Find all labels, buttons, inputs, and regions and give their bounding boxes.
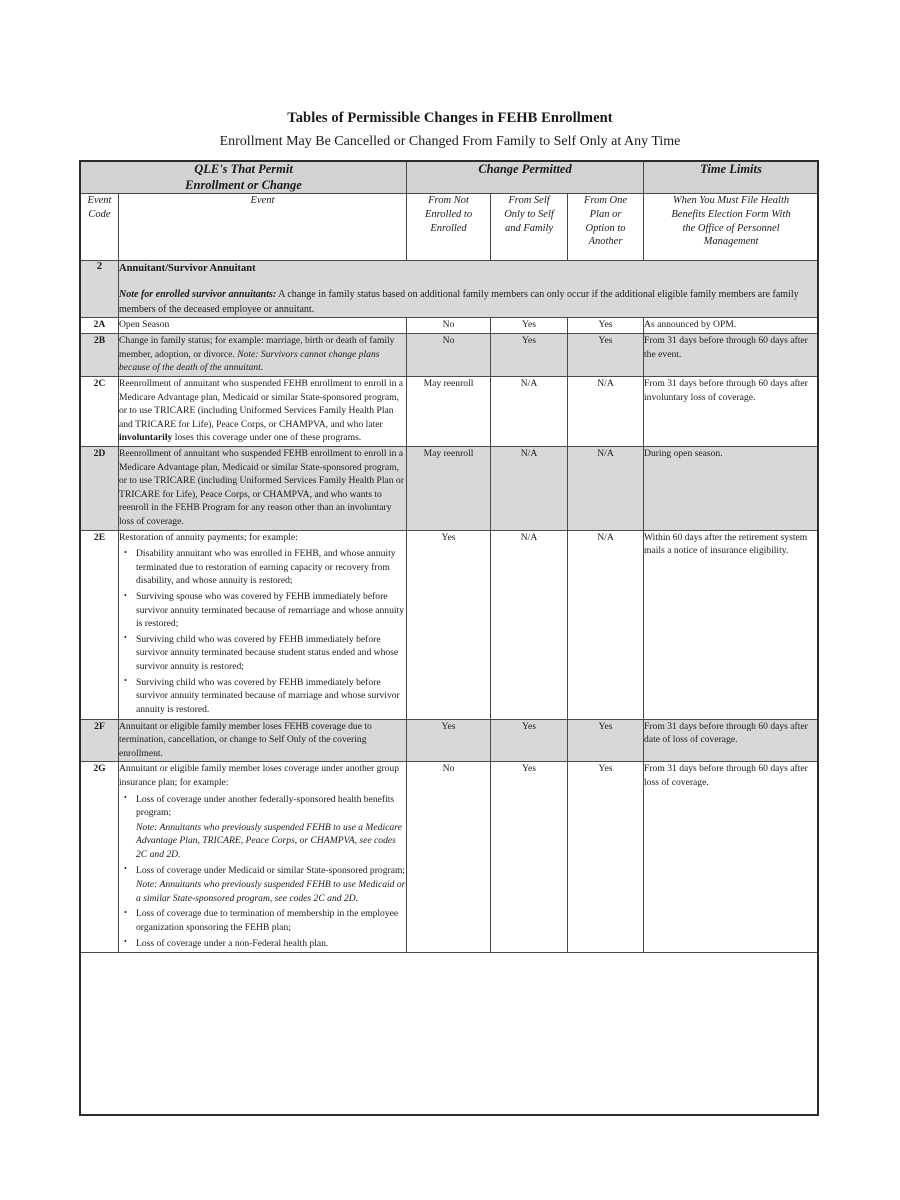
column-header-from-not-enrolled <box>407 194 491 261</box>
table-row <box>81 318 819 334</box>
section-note-text: A change in family status based on additional family members can only occur if the additional eligible family members are family members of the deceased employee or annuitant. <box>119 289 799 316</box>
row-event-lead <box>119 377 406 445</box>
group-header-qle <box>81 162 407 194</box>
row-event-lead-text: Restoration of annuity payments; for example: <box>119 531 298 543</box>
hdr-line: the Office of Personnel <box>682 222 780 234</box>
row-event-lead <box>119 720 406 761</box>
row-event-code: 2G <box>81 762 119 953</box>
page-title: Tables of Permissible Changes in FEHB Enrollment <box>287 110 613 126</box>
row-event-code: 2E <box>81 530 119 719</box>
group-header-change-permitted: Change Permitted <box>407 162 644 194</box>
row-from-self-only: Yes <box>491 762 568 953</box>
row-event-lead <box>119 318 406 332</box>
row-from-one-plan: Yes <box>568 719 644 762</box>
list-item-text: Loss of coverage under a non-Federal health plan. <box>136 937 329 949</box>
column-header-event-code-line2: Code <box>88 208 111 220</box>
row-event-description <box>119 446 407 530</box>
row-event-lead-pre: Reenrollment of annuitant who suspended FEHB enrollment to enroll in a Medicare Advantage plan, Medicaid or similar State-sponsored program, or to use TRICARE (including Uniformed Services Family Health Plan and TRICARE for Life), Peace Corps, or CHAMPVA, and who later <box>119 377 404 430</box>
row-event-lead <box>119 447 406 529</box>
hdr-line: and Family <box>504 222 554 234</box>
list-item-text: Disability annuitant who was enrolled in FEHB, and whose annuity terminated due to restoration of earning capacity or recovery from disability, and whose annuity is restored; <box>136 548 396 587</box>
page-subtitle: Enrollment May Be Cancelled or Changed From Family to Self Only at Any Time <box>219 134 681 149</box>
row-event-description <box>119 318 407 334</box>
row-event-lead-emphasis: involuntarily <box>119 432 173 444</box>
section-body <box>119 261 819 318</box>
row-event-description <box>119 376 407 446</box>
row-event-lead-text: Annuitant or eligible family member loses FEHB coverage due to termination, cancellation, or change to Self Only of the covering enrollment. <box>119 720 372 759</box>
hdr-line: From Self <box>508 195 550 207</box>
table-column-header-row <box>81 194 819 261</box>
column-header-from-one-plan <box>568 194 644 261</box>
section-header-row <box>81 261 819 318</box>
permissible-changes-table <box>80 161 819 953</box>
list-item <box>136 547 406 588</box>
row-from-one-plan: Yes <box>568 334 644 377</box>
table-row <box>81 446 819 530</box>
column-header-time-limits-detail <box>644 194 819 261</box>
row-from-one-plan: Yes <box>568 762 644 953</box>
section-code: 2 <box>81 261 119 318</box>
list-item-note: Note: Annuitants who previously suspended FEHB to use Medicaid or a similar State-sponsored program, see codes 2C and 2D. <box>136 879 406 904</box>
group-header-qle-line1: QLE's That Permit <box>194 162 293 176</box>
column-header-event-code-line1: Event <box>87 195 112 207</box>
hdr-line: Another <box>588 236 623 248</box>
list-item <box>136 937 406 951</box>
row-event-code: 2F <box>81 719 119 762</box>
hdr-line: Management <box>703 236 759 248</box>
list-item <box>136 907 406 934</box>
row-event-lead-text: Change in family status; for example: marriage, birth or death of family member, adoption, or divorce. <box>119 335 395 360</box>
column-header-event: Event <box>119 194 407 261</box>
row-from-self-only: N/A <box>491 376 568 446</box>
list-item <box>136 633 406 674</box>
row-time-limit: During open season. <box>644 446 819 530</box>
column-header-event-code <box>81 194 119 261</box>
row-bullet-list <box>119 547 406 716</box>
list-item-text: Loss of coverage under another federally-sponsored health benefits program; <box>136 793 395 819</box>
group-header-qle-line2: Enrollment or Change <box>185 177 302 192</box>
group-header-time-limits: Time Limits <box>644 162 819 194</box>
row-event-lead-text: Reenrollment of annuitant who suspended FEHB enrollment to enroll in a Medicare Advantage plan, Medicaid or similar State-sponsored program, or to use TRICARE (including Uniformed Services Family Health Plan or TRICARE for Life), Peace Corps, or CHAMPVA, and who wants to reenroll in the FEHB Program for any reason other than an involuntary loss of coverage. <box>119 447 404 527</box>
list-item <box>136 676 406 717</box>
section-note <box>119 287 818 317</box>
section-note-label: Note for enrolled survivor annuitants: <box>119 289 277 301</box>
row-event-lead <box>119 334 406 375</box>
row-time-limit: From 31 days before through 60 days after date of loss of coverage. <box>644 719 819 762</box>
row-from-one-plan: N/A <box>568 446 644 530</box>
row-time-limit: As announced by OPM. <box>644 318 819 334</box>
section-title: Annuitant/Survivor Annuitant <box>119 263 256 275</box>
table-row <box>81 530 819 719</box>
row-from-one-plan: Yes <box>568 318 644 334</box>
hdr-line: Benefits Election Form With <box>671 208 791 220</box>
list-item-text: Surviving child who was covered by FEHB immediately before survivor annuity terminated because of marriage and whose survivor annuity is restored. <box>136 676 400 715</box>
row-from-not-enrolled: No <box>407 318 491 334</box>
hdr-line: From One <box>583 195 628 207</box>
table-body <box>81 261 819 953</box>
row-event-description <box>119 719 407 762</box>
row-from-self-only: N/A <box>491 446 568 530</box>
row-from-one-plan: N/A <box>568 530 644 719</box>
row-from-not-enrolled: No <box>407 334 491 377</box>
row-bullet-list <box>119 793 406 951</box>
list-item-text: Loss of coverage under Medicaid or similar State-sponsored program; <box>136 864 406 876</box>
table-row <box>81 334 819 377</box>
row-event-code: 2A <box>81 318 119 334</box>
list-item-note: Note: Annuitants who previously suspended FEHB to use a Medicare Advantage Plan, TRICARE, Peace Corps, or CHAMPVA, see codes 2C and 2D. <box>136 821 402 861</box>
table-row <box>81 719 819 762</box>
list-item <box>136 590 406 631</box>
row-from-not-enrolled: May reenroll <box>407 446 491 530</box>
row-from-not-enrolled: Yes <box>407 530 491 719</box>
row-from-not-enrolled: Yes <box>407 719 491 762</box>
row-event-lead-post: loses this coverage under one of these programs. <box>172 432 362 444</box>
row-from-self-only: N/A <box>491 530 568 719</box>
row-time-limit: From 31 days before through 60 days after involuntary loss of coverage. <box>644 376 819 446</box>
row-event-description <box>119 762 407 953</box>
row-from-self-only: Yes <box>491 719 568 762</box>
row-time-limit: Within 60 days after the retirement system mails a notice of insurance eligibility. <box>644 530 819 719</box>
list-item <box>136 864 406 906</box>
row-event-description <box>119 530 407 719</box>
row-time-limit: From 31 days before through 60 days after the event. <box>644 334 819 377</box>
hdr-line: Enrolled to <box>424 208 473 220</box>
hdr-line: Enrolled <box>430 222 467 234</box>
row-event-lead <box>119 762 406 789</box>
column-header-from-self-only <box>491 194 568 261</box>
row-event-lead-text: Open Season <box>119 319 170 331</box>
row-from-not-enrolled: May reenroll <box>407 376 491 446</box>
hdr-line: Only to Self <box>504 208 554 220</box>
row-event-lead-note: Note: Survivors cannot change plans because of the death of the annuitant. <box>119 348 380 374</box>
row-from-self-only: Yes <box>491 318 568 334</box>
hdr-line: Plan or <box>589 208 622 220</box>
list-item-text: Surviving child who was covered by FEHB immediately before survivor annuity terminated because student status ended and whose survivor annuity is restored; <box>136 633 399 673</box>
row-event-code: 2D <box>81 446 119 530</box>
table-row <box>81 376 819 446</box>
list-item-text: Loss of coverage due to termination of membership in the employee organization sponsoring the FEHB plan; <box>136 908 399 934</box>
row-event-description <box>119 334 407 377</box>
row-event-code: 2C <box>81 376 119 446</box>
hdr-line: When You Must File Health <box>672 195 790 207</box>
row-event-lead-text: Annuitant or eligible family member loses coverage under another group insurance plan; for example: <box>119 763 399 788</box>
list-item-text: Surviving spouse who was covered by FEHB immediately before survivor annuity terminated because of remarriage and whose annuity is restored; <box>136 591 404 630</box>
table-group-header-row <box>81 162 819 194</box>
table-row <box>81 762 819 953</box>
row-event-lead <box>119 531 406 545</box>
row-time-limit: From 31 days before through 60 days after loss of coverage. <box>644 762 819 953</box>
hdr-line: From Not <box>428 195 469 207</box>
row-event-code: 2B <box>81 334 119 377</box>
row-from-not-enrolled: No <box>407 762 491 953</box>
hdr-line: Option to <box>585 222 626 234</box>
row-from-one-plan: N/A <box>568 376 644 446</box>
row-from-self-only: Yes <box>491 334 568 377</box>
list-item <box>136 793 406 862</box>
